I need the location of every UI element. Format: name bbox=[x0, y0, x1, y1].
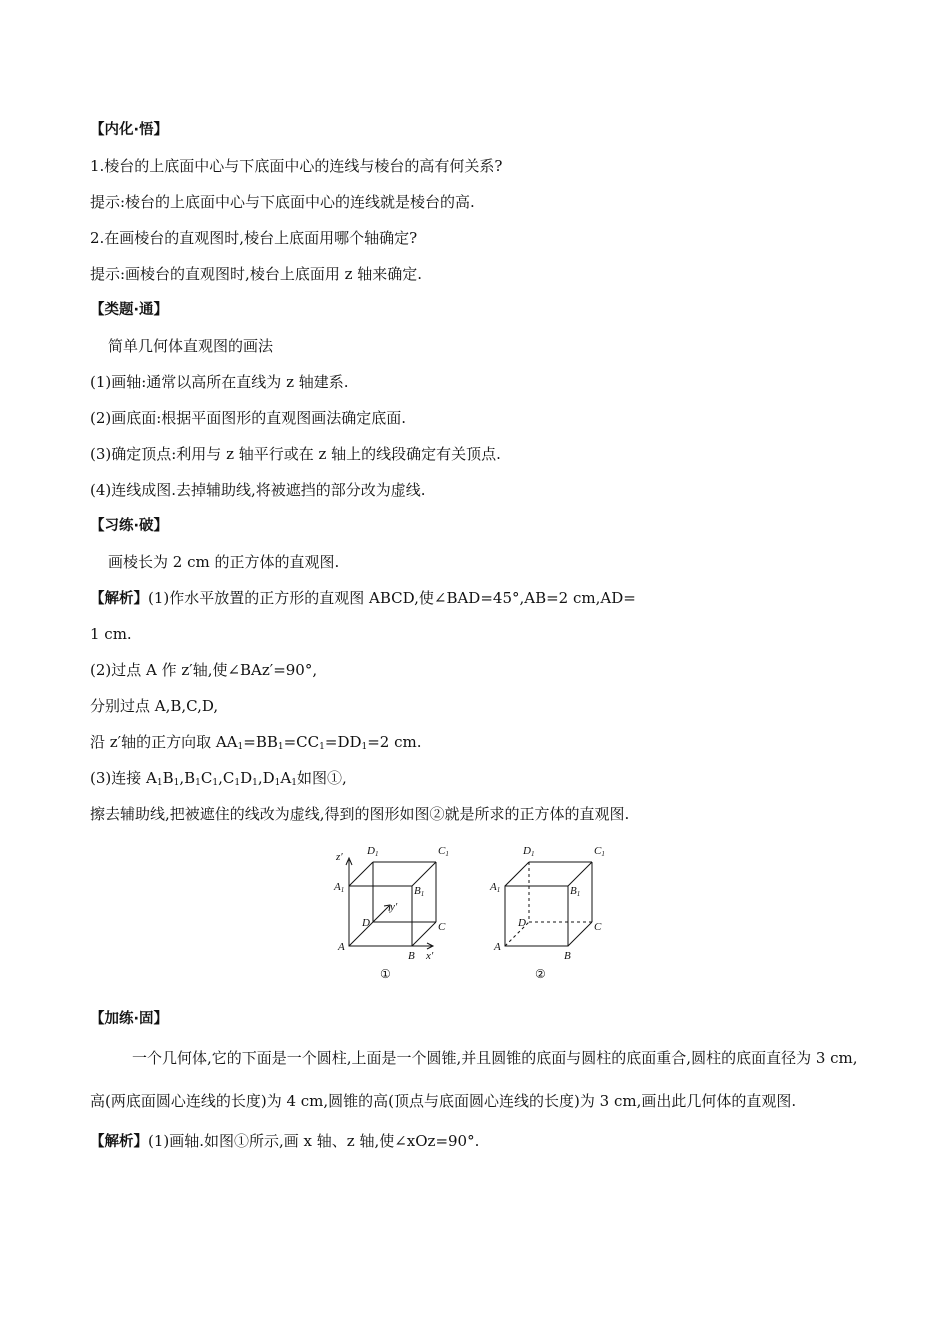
cube-figure-1-labels bbox=[333, 845, 449, 981]
reinforce-problem: 一个几何体,它的下面是一个圆柱,上面是一个圆锥,并且圆锥的底面与圆柱的底面重合,圆柱的底面直径为 3 cm,高(两底面圆心连线的长度)为 4 cm,圆锥的高(顶点与底面圆心连线的长度)为 3 cm,画出此几何体的直观图. bbox=[90, 1049, 858, 1110]
label2-b1: B1 bbox=[570, 885, 581, 898]
label-b1: B1 bbox=[414, 885, 425, 898]
caption-figure-1: ① bbox=[380, 967, 391, 981]
step-4: (4)连线成图.去掉辅助线,将被遮挡的部分改为虚线. bbox=[90, 481, 426, 499]
types-subtitle: 简单几何体直观图的画法 bbox=[108, 337, 274, 355]
label-y-axis: y′ bbox=[390, 901, 398, 913]
heading-reinforce: 【加练·固】 bbox=[90, 1011, 169, 1027]
label-x-axis: x′ bbox=[426, 950, 434, 962]
label-c: C bbox=[438, 921, 446, 933]
y-axis bbox=[373, 906, 389, 922]
cube-diagrams bbox=[330, 838, 630, 988]
heading-types: 【类题·通】 bbox=[90, 302, 169, 318]
reinforce-solution-label: 【解析】 bbox=[90, 1134, 148, 1150]
edge-a1-d1 bbox=[349, 862, 373, 886]
cube-figure-2 bbox=[505, 862, 592, 946]
solution-line-3: (2)过点 A 作 z′轴,使∠BAz′=90°, bbox=[90, 661, 318, 679]
step-3: (3)确定顶点:利用与 z 轴平行或在 z 轴上的线段确定有关顶点. bbox=[90, 445, 501, 463]
document-page bbox=[90, 112, 870, 1159]
reinforce-solution bbox=[90, 1123, 870, 1159]
edge2-b-c bbox=[568, 922, 592, 946]
solution-line-4: 分别过点 A,B,C,D, bbox=[90, 697, 219, 715]
practice-problem: 画棱长为 2 cm 的正方体的直观图. bbox=[108, 553, 340, 571]
label2-a: A bbox=[494, 941, 501, 953]
label-b: B bbox=[408, 950, 415, 962]
hint-1: 提示:棱台的上底面中心与下底面中心的连线就是棱台的高. bbox=[90, 193, 475, 211]
edge-b1-c1 bbox=[412, 862, 436, 886]
label2-d1: D1 bbox=[523, 845, 535, 858]
label-d: D bbox=[362, 917, 370, 929]
hint-2: 提示:画棱台的直观图时,棱台上底面用 z 轴来确定. bbox=[90, 265, 423, 283]
solution-line-7: 擦去辅助线,把被遮住的线改为虚线,得到的图形如图②就是所求的正方体的直观图. bbox=[90, 805, 630, 823]
label2-a1: A1 bbox=[490, 881, 501, 894]
label-d1: D1 bbox=[367, 845, 379, 858]
solution-line-5: 沿 z′轴的正方向取 $AA_1=BB_1=CC_1=DD_1=2$ cm. bbox=[90, 733, 422, 752]
label-c1: C1 bbox=[438, 845, 449, 858]
reinforce-solution-text: (1)画轴.如图①所示,画 x 轴、z 轴,使∠xOz=90°. bbox=[148, 1132, 480, 1150]
solution-line-6: (3)连接 $A_1B_1,B_1C_1,C_1D_1,D_1A_1$如图①, bbox=[90, 769, 347, 788]
caption-figure-2: ② bbox=[535, 967, 546, 981]
label-z-axis: z′ bbox=[336, 851, 343, 863]
solution-label: 【解析】 bbox=[90, 591, 148, 607]
solution-text-1: (1)作水平放置的正方形的直观图 ABCD,使∠BAD=45°,AB=2 cm,AD= bbox=[148, 589, 636, 607]
edge-b-c bbox=[412, 922, 436, 946]
label-a1: A1 bbox=[334, 881, 345, 894]
label-a: A bbox=[338, 941, 345, 953]
solution-line-2: 1 cm. bbox=[90, 625, 132, 643]
step-1: (1)画轴:通常以高所在直线为 z 轴建系. bbox=[90, 373, 349, 391]
label2-b: B bbox=[564, 950, 571, 962]
step-2: (2)画底面:根据平面图形的直观图画法确定底面. bbox=[90, 409, 407, 427]
question-1: 1.棱台的上底面中心与下底面中心的连线与棱台的高有何关系? bbox=[90, 157, 503, 175]
cube-figures bbox=[90, 838, 870, 993]
edge2-b1-c1 bbox=[568, 862, 592, 886]
solution-line-1 bbox=[90, 580, 870, 616]
label2-c: C bbox=[594, 921, 602, 933]
cube-figure-2-labels bbox=[489, 845, 605, 981]
heading-practice: 【习练·破】 bbox=[90, 518, 169, 534]
label2-d: D bbox=[518, 917, 526, 929]
edge2-a1-d1 bbox=[505, 862, 529, 886]
label2-c1: C1 bbox=[594, 845, 605, 858]
question-2: 2.在画棱台的直观图时,棱台上底面用哪个轴确定? bbox=[90, 229, 418, 247]
heading-internalize: 【内化·悟】 bbox=[90, 122, 169, 138]
